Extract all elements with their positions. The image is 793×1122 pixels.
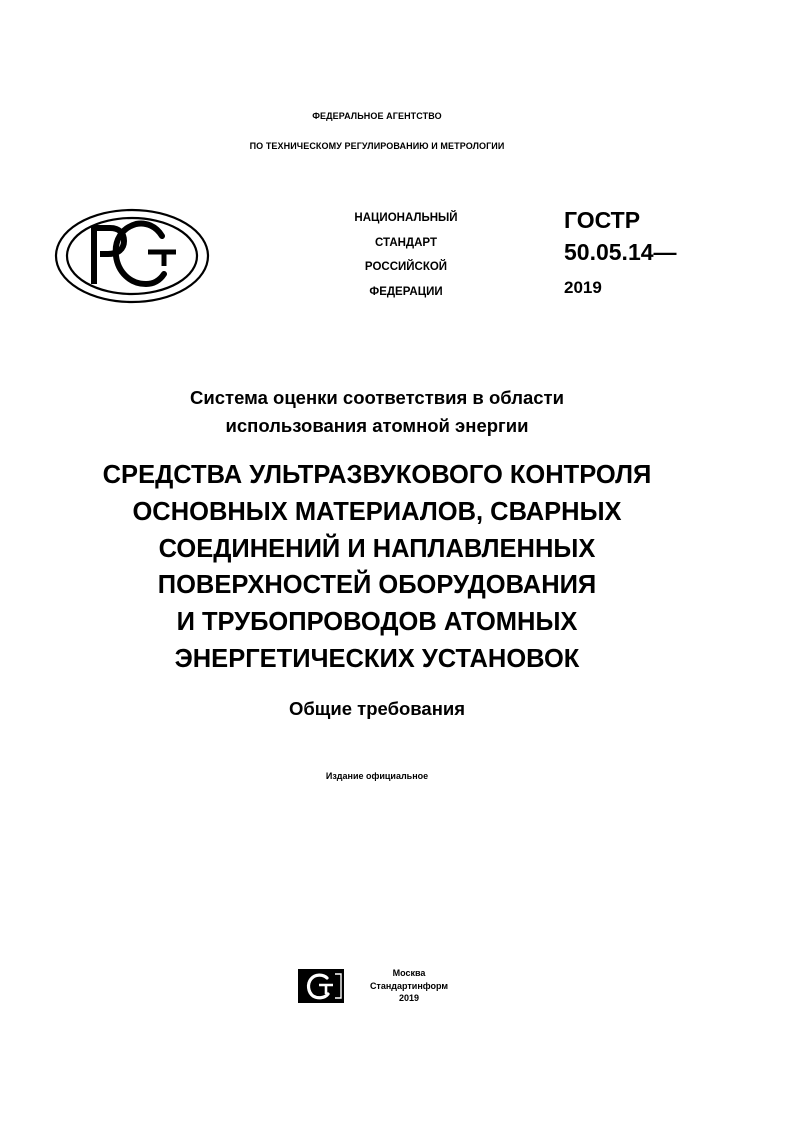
title-line1: СРЕДСТВА УЛЬТРАЗВУКОВОГО КОНТРОЛЯ — [102, 461, 652, 489]
publisher-name: Стандартинформ — [369, 980, 449, 991]
title-line4: ПОВЕРХНОСТЕЙ ОБОРУДОВАНИЯ — [157, 571, 597, 600]
agency-name-line2: ПО ТЕХНИЧЕСКОМУ РЕГУЛИРОВАНИЮ И МЕТРОЛОГИИ — [249, 141, 505, 151]
title-line6: ЭНЕРГЕТИЧЕСКИХ УСТАНОВОК — [174, 644, 580, 673]
standard-type-line2: СТАНДАРТ — [375, 236, 437, 249]
edition-note: Издание официальное — [325, 771, 429, 781]
standard-type — [340, 206, 472, 304]
standard-type-line3: РОССИЙСКОЙ — [364, 261, 448, 273]
series-line1: Система оценки соответствия в области — [190, 387, 564, 408]
series-line2: использования атомной энергии — [225, 415, 529, 436]
standard-type-line4: ФЕДЕРАЦИИ — [369, 285, 443, 298]
publisher-city: Москва — [392, 968, 426, 978]
designation-prefix: ГОСТР — [564, 207, 641, 233]
agency-name-line1: ФЕДЕРАЛЬНОЕ АГЕНТСТВО — [312, 111, 442, 121]
document-subtitle: Общие требования — [288, 698, 466, 719]
gost-r-logo-icon — [54, 208, 210, 304]
document-title — [0, 457, 754, 678]
title-line2: ОСНОВНЫХ МАТЕРИАЛОВ, СВАРНЫХ — [132, 497, 622, 526]
designation-year: 2019 — [564, 278, 602, 297]
standard-designation — [564, 204, 677, 300]
standartinform-logo-icon — [297, 968, 345, 1004]
designation-number: 50.05.14— — [564, 239, 677, 265]
publisher-info — [358, 967, 460, 1005]
title-line3: СОЕДИНЕНИЙ И НАПЛАВЛЕННЫХ — [158, 534, 596, 563]
standard-series — [0, 384, 754, 440]
title-line5: И ТРУБОПРОВОДОВ АТОМНЫХ — [176, 608, 578, 637]
publisher-year: 2019 — [398, 993, 420, 1003]
standard-type-line1: НАЦИОНАЛЬНЫЙ — [354, 212, 458, 224]
